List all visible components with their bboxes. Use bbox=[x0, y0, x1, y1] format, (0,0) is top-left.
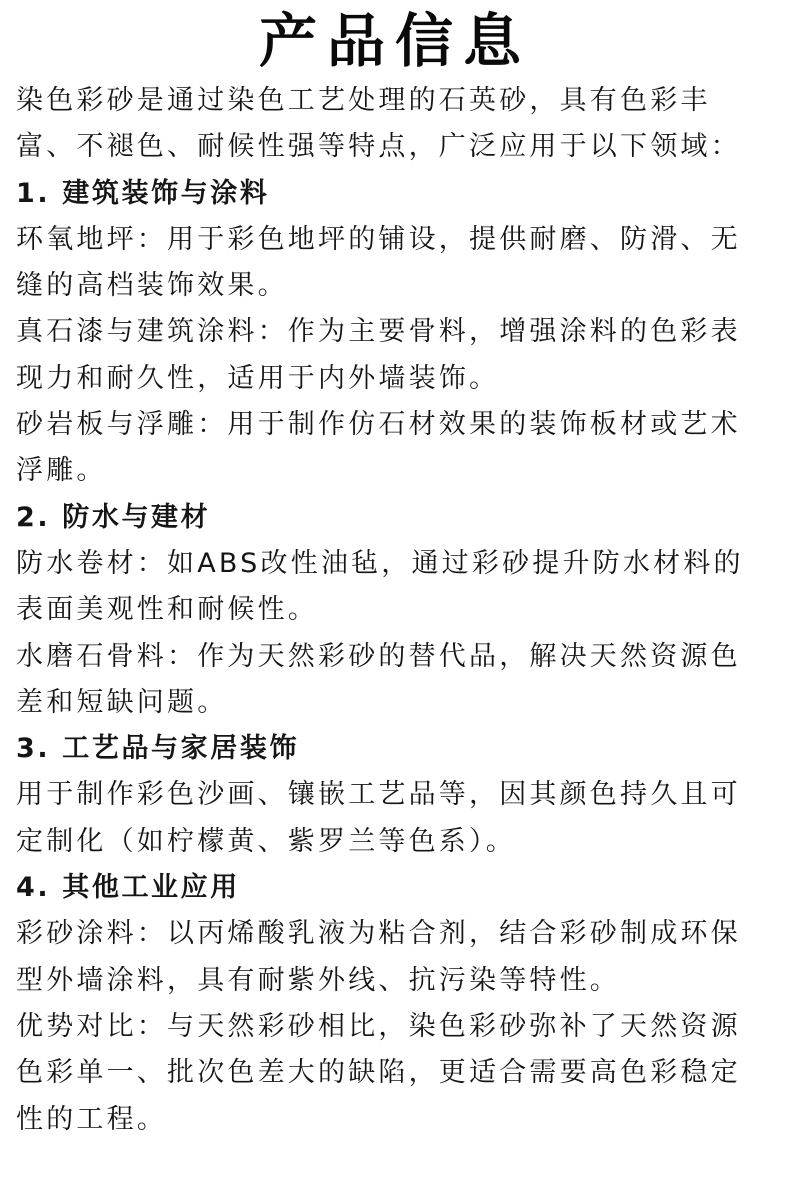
paragraph-line: 差和短缺问题。 bbox=[16, 686, 228, 718]
paragraph-line: 定制化（如柠檬黄、紫罗兰等色系）。 bbox=[16, 825, 516, 857]
page-title: 产品信息 bbox=[258, 7, 531, 75]
paragraph-line: 性的工程。 bbox=[16, 1103, 167, 1135]
paragraph-line: 富、不褪色、耐候性强等特点，广泛应用于以下领域： bbox=[16, 131, 741, 163]
paragraph-line: 环氧地坪：用于彩色地坪的铺设，提供耐磨、防滑、无 bbox=[16, 223, 741, 255]
paragraph-line: 彩砂涂料：以丙烯酸乳液为粘合剂，结合彩砂制成环保 bbox=[16, 918, 741, 950]
paragraph-line: 色彩单一、批次色差大的缺陷，更适合需要高色彩稳定 bbox=[16, 1057, 741, 1089]
paragraph-line: 表面美观性和耐候性。 bbox=[16, 594, 318, 626]
paragraph-line: 用于制作彩色沙画、镶嵌工艺品等，因其颜色持久且可 bbox=[16, 779, 741, 811]
paragraph-line: 真石漆与建筑涂料：作为主要骨料，增强涂料的色彩表 bbox=[16, 316, 741, 348]
paragraph-line: 型外墙涂料，具有耐紫外线、抗污染等特性。 bbox=[16, 964, 620, 996]
paragraph-line: 防水卷材：如ABS改性油毡，通过彩砂提升防水材料的 bbox=[16, 547, 744, 579]
paragraph-line: 浮雕。 bbox=[16, 455, 107, 487]
product-description bbox=[16, 78, 780, 1143]
paragraph-line: 优势对比：与天然彩砂相比，染色彩砂弥补了天然资源 bbox=[16, 1010, 741, 1042]
section-heading: 4. 其他工业应用 bbox=[16, 872, 240, 904]
section-heading: 3. 工艺品与家居装饰 bbox=[16, 733, 300, 765]
paragraph-line: 水磨石骨料：作为天然彩砂的替代品，解决天然资源色 bbox=[16, 640, 741, 672]
paragraph-line: 染色彩砂是通过染色工艺处理的石英砂，具有色彩丰 bbox=[16, 85, 711, 116]
paragraph-line: 缝的高档装饰效果。 bbox=[16, 270, 288, 302]
paragraph-line: 砂岩板与浮雕：用于制作仿石材效果的装饰板材或艺术 bbox=[16, 409, 741, 441]
section-heading: 1. 建筑装饰与涂料 bbox=[16, 177, 270, 209]
section-heading: 2. 防水与建材 bbox=[16, 501, 211, 533]
paragraph-line: 现力和耐久性，适用于内外墙装饰。 bbox=[16, 362, 500, 394]
